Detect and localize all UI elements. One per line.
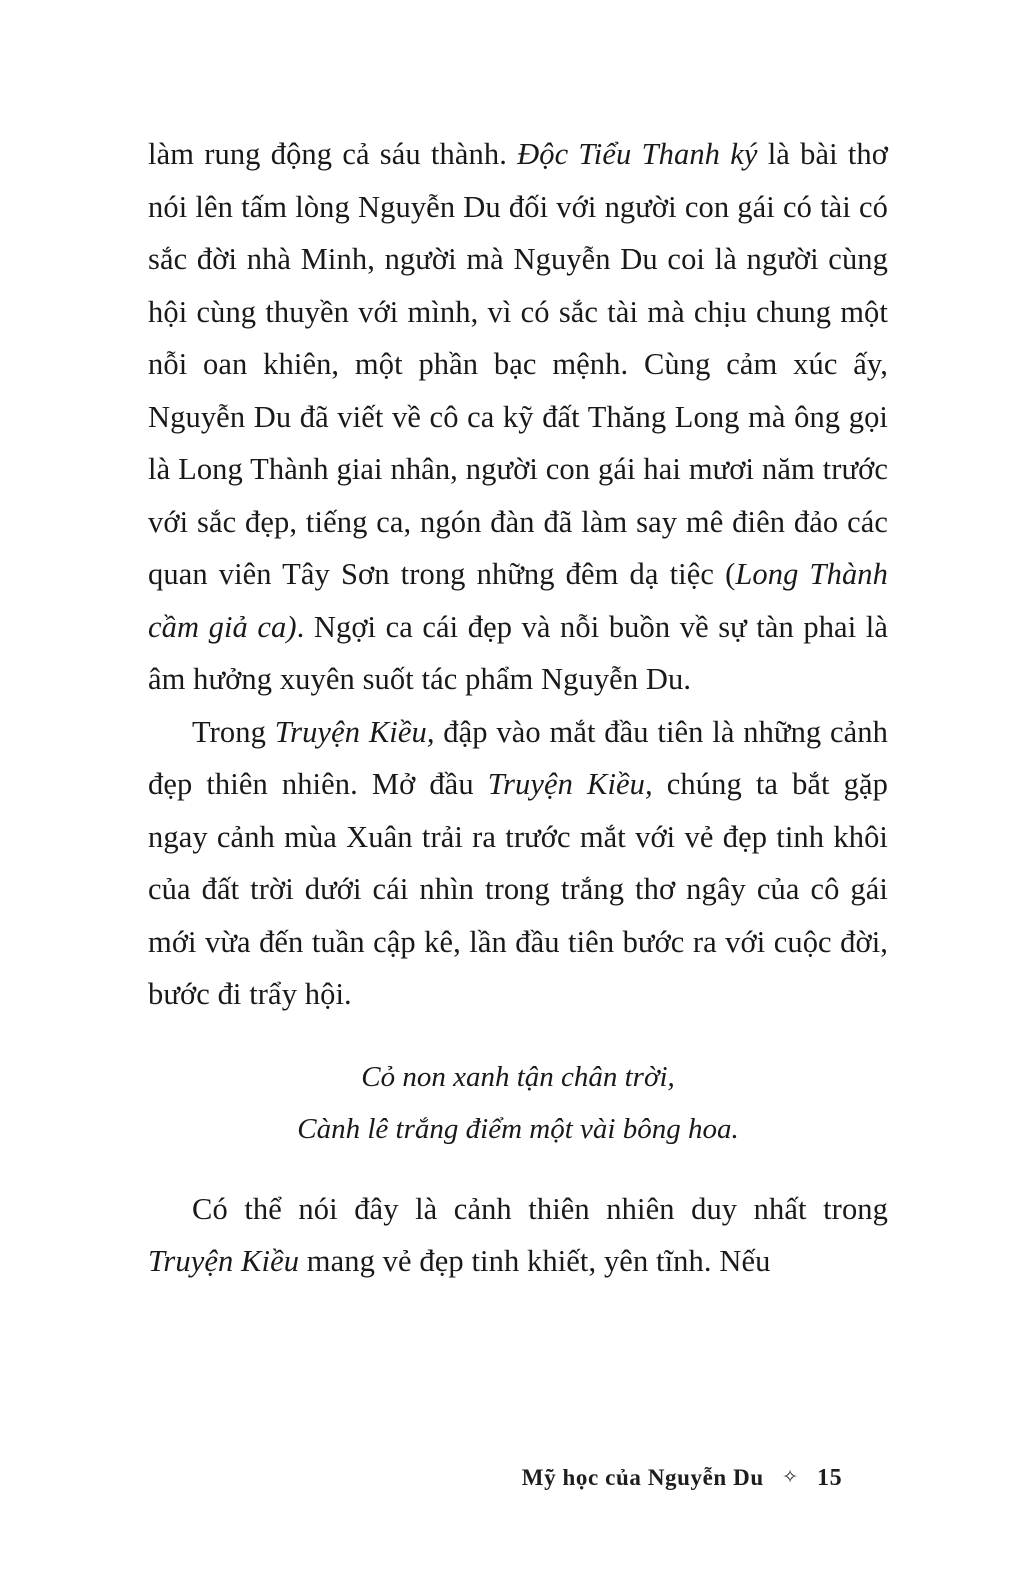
diamond-ornament-icon: ✧ [782,1467,799,1488]
page-number: 15 [817,1465,843,1491]
verse-block [148,1051,888,1155]
verse-line-2: Cành lê trắng điểm một vài bông hoa. [297,1112,739,1145]
text-run: đập vào mắt đầu tiên là những cảnh đẹp thiên nhiên. Mở đầu [148,714,888,801]
text-run: . Ngợi ca cái đẹp và nỗi buồn về sự tàn phai là âm hưởng xuyên suốt tác phẩm Nguyễn Du. [148,609,888,696]
text-run: là bài thơ nói lên tấm lòng Nguyễn Du đối với người con gái có tài có sắc đời nhà Minh, người mà Nguyễn Du coi là người cùng hội cùng thuyền với mình, vì có sắc tài mà chịu chung một nỗi oan khiên, một phần bạc mệnh. Cùng cảm xúc ấy, Nguyễn Du đã viết về cô ca kỹ đất Thăng Long mà ông gọi là Long Thành giai nhân, người con gái hai mươi năm trước với sắc đẹp, tiếng ca, ngón đàn đã làm say mê điên đảo các quan viên Tây Sơn trong những đêm dạ tiệc ( [148,137,889,591]
italic-run: Truyện Kiều, [487,767,653,801]
text-run: mang vẻ đẹp tinh khiết, yên tĩnh. Nếu [299,1244,771,1278]
text-run: Có thể nói đây là cảnh thiên nhiên duy nhất trong [192,1191,888,1226]
italic-run: Long Thành cầm giả ca) [148,557,888,644]
page-text-column [148,128,888,1288]
verse-line-1: Cỏ non xanh tận chân trời, [361,1060,675,1093]
text-run: Trong [192,714,275,749]
italic-run: Truyện Kiều, [274,714,435,749]
italic-run: Truyện Kiều [148,1244,300,1278]
italic-run: Độc Tiểu Thanh ký [517,137,758,171]
text-run: làm rung động cả sáu thành. [148,137,518,171]
text-run: chúng ta bắt gặp ngay cảnh mùa Xuân trải ra trước mắt với vẻ đẹp tinh khôi của đất trời dưới cái nhìn trong trắng thơ ngây của cô gái mới vừa đến tuần cập kê, lần đầu tiên bước ra với cuộc đời, bước đi trẩy hội. [148,767,888,1011]
footer-inner [522,1465,842,1492]
paragraph-3 [148,1183,888,1288]
paragraph-1 [148,128,888,706]
page-footer [0,1465,1024,1492]
paragraph-2 [148,706,888,1021]
running-title: Mỹ học của Nguyễn Du [521,1465,764,1490]
